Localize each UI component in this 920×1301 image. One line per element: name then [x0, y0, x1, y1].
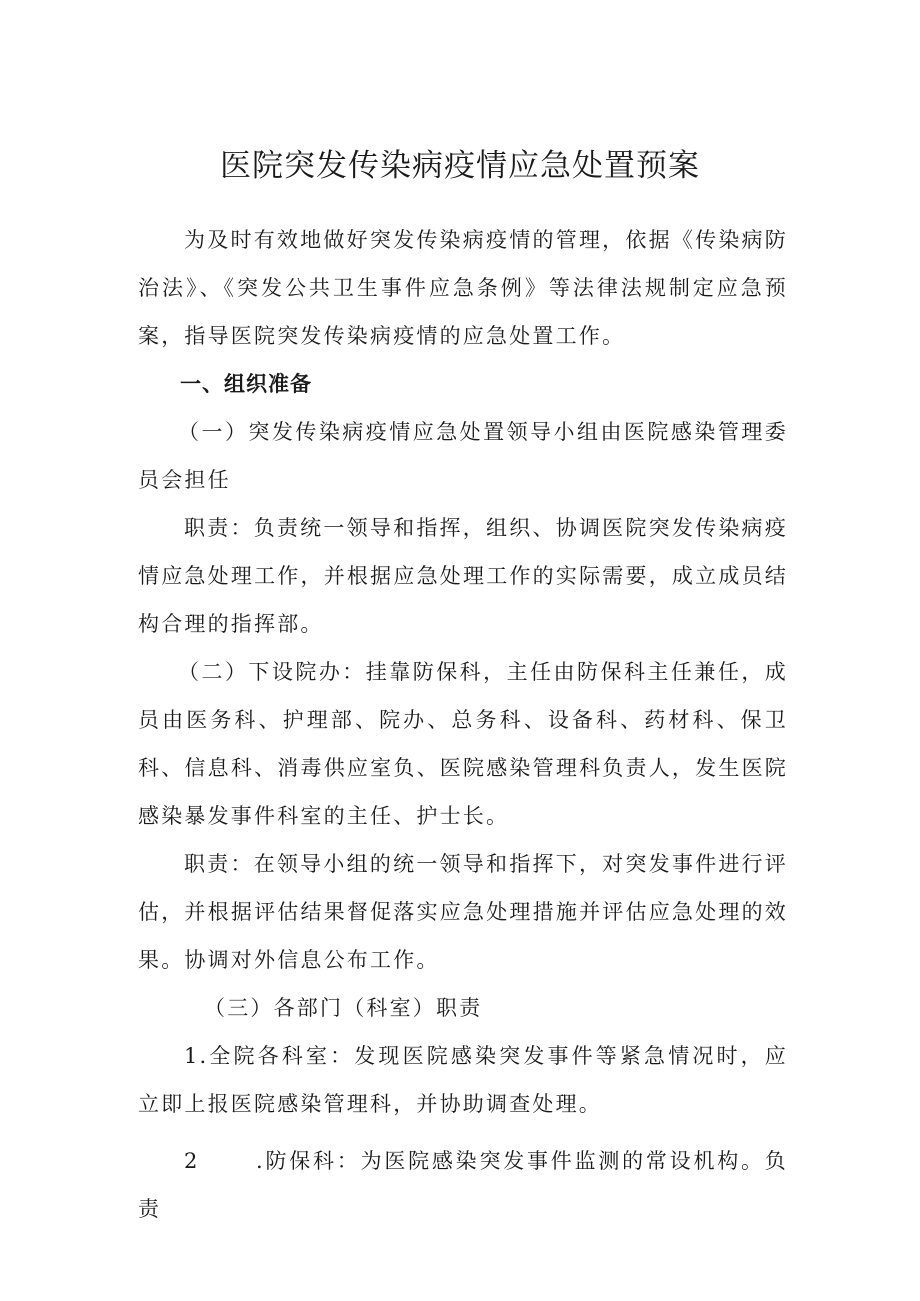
item-prevention-text: .防保科：为医院感染突发事件监测的常设机构。负责	[138, 1149, 788, 1221]
section-heading-organization: 一、组织准备	[180, 372, 312, 396]
document-body	[138, 216, 788, 1233]
item-all-departments: 1.全院各科室：发现医院感染突发事件等紧急情况时，应立即上报医院感染管理科，并协助调查处理。	[138, 1044, 788, 1116]
spacer	[138, 1128, 788, 1137]
subsection-leading-group: （一）突发传染病疫情应急处置领导小组由医院感染管理委员会担任	[138, 420, 788, 492]
item-number: 2	[184, 1149, 200, 1173]
subsection-office: （二）下设院办：挂靠防保科，主任由防保科主任兼任，成员由医务科、护理部、院办、总务科、设备科、药材科、保卫科、信息科、消毒供应室负、医院感染管理科负责人，发生医院感染暴发事件科室的主任、护士长。	[138, 660, 788, 828]
item-prevention-dept	[138, 1137, 788, 1233]
document-title: 医院突发传染病疫情应急处置预案	[220, 148, 700, 184]
duties-leading-group: 职责：负责统一领导和指挥，组织、协调医院突发传染病疫情应急处理工作，并根据应急处理工作的实际需要，成立成员结构合理的指挥部。	[138, 516, 788, 636]
duties-office: 职责：在领导小组的统一领导和指挥下，对突发事件进行评估，并根据评估结果督促落实应急处理措施并评估应急处理的效果。协调对外信息公布工作。	[138, 852, 788, 972]
subsection-departments: （三）各部门（科室）职责	[204, 996, 483, 1020]
intro-paragraph: 为及时有效地做好突发传染病疫情的管理，依据《传染病防治法》、《突发公共卫生事件应急条例》等法律法规制定应急预案，指导医院突发传染病疫情的应急处置工作。	[138, 228, 788, 348]
